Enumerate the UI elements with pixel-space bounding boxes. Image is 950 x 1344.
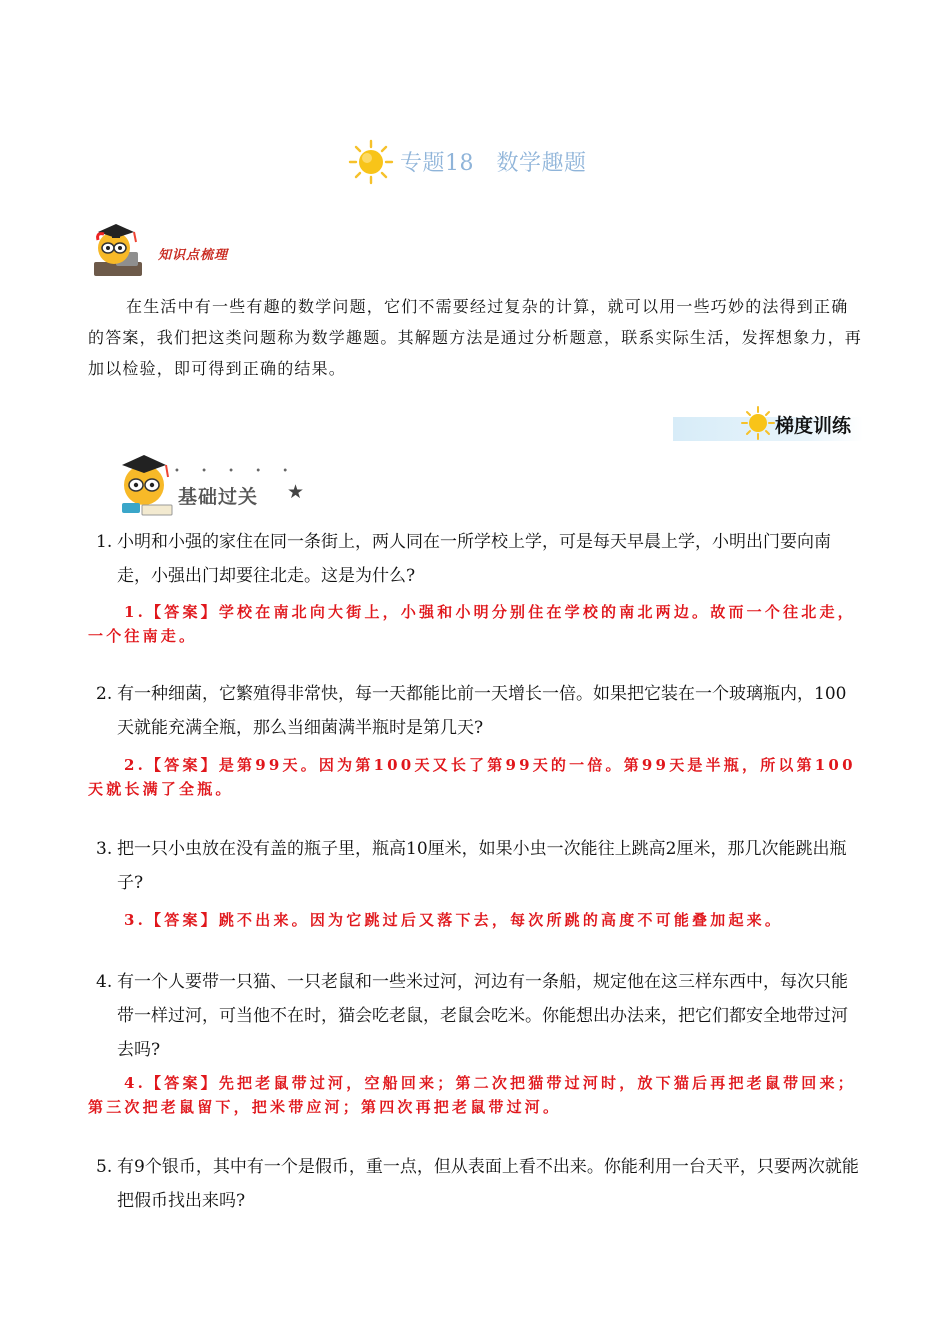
- question-1: [96, 525, 863, 593]
- mascot-reading-icon: [114, 451, 180, 521]
- sun-icon: [348, 139, 394, 185]
- answer-2: 2.【答案】是第99天。因为第100天又长了第99天的一倍。第99天是半瓶，所以第100天就长满了全瓶。: [88, 756, 856, 798]
- page-title: 专题18 数学趣题: [400, 151, 587, 176]
- question-number: 4.: [96, 972, 113, 992]
- question-text: 有9个银币，其中有一个是假币，重一点，但从表面上看不出来。你能利用一台天平，只要两次就能把假币找出来吗?: [117, 1157, 859, 1211]
- level-dots: • • • • •: [174, 466, 298, 477]
- question-2: [96, 677, 863, 745]
- question-text: 有一种细菌，它繁殖得非常快，每一天都能比前一天增长一倍。如果把它装在一个玻璃瓶内，100天就能充满全瓶，那么当细菌满半瓶时是第几天?: [117, 684, 847, 738]
- question-4: [96, 965, 863, 1067]
- question-number: 1.: [96, 532, 113, 552]
- question-text: 有一个人要带一只猫、一只老鼠和一些米过河，河边有一条船，规定他在这三样东西中，每次只能带一样过河，可当他不在时，猫会吃老鼠，老鼠会吃米。你能想出办法来，把它们都安全地带过河去吗?: [117, 972, 848, 1060]
- knowledge-section-label: 知识点梳理: [158, 248, 229, 263]
- question-number: 5.: [96, 1157, 113, 1177]
- question-3: [96, 832, 863, 900]
- question-5: [96, 1150, 863, 1218]
- training-banner-title: 梯度训练: [775, 415, 852, 437]
- question-text: 把一只小虫放在没有盖的瓶子里，瓶高10厘米，如果小虫一次能往上跳高2厘米，那几次能跳出瓶子?: [117, 839, 847, 893]
- answer-1: 1.【答案】学校在南北向大街上，小强和小明分别住在学校的南北两边。故而一个往北走，一个往南走。: [88, 603, 856, 645]
- answer-3: 3.【答案】跳不出来。因为它跳过后又落下去，每次所跳的高度不可能叠加起来。: [124, 911, 784, 929]
- sun-icon: [741, 406, 775, 440]
- question-text: 小明和小强的家住在同一条街上，两人同在一所学校上学，可是每天早晨上学，小明出门要向南走，小强出门却要往北走。这是为什么?: [117, 532, 831, 586]
- question-number: 3.: [96, 839, 113, 859]
- star-icon: ★: [287, 481, 305, 503]
- mascot-study-icon: [88, 222, 158, 282]
- question-number: 2.: [96, 684, 113, 704]
- level-label: 基础过关: [178, 486, 259, 508]
- answer-4: 4.【答案】先把老鼠带过河，空船回来；第二次把猫带过河时，放下猫后再把老鼠带回来；第三次把老鼠留下，把米带应河；第四次再把老鼠带过河。: [88, 1074, 856, 1116]
- intro-paragraph: 在生活中有一些有趣的数学问题，它们不需要经过复杂的计算，就可以用一些巧妙的法得到正确的答案，我们把这类问题称为数学趣题。其解题方法是通过分析题意，联系实际生活，发挥想象力，再加以检验，即可得到正确的结果。: [88, 297, 863, 378]
